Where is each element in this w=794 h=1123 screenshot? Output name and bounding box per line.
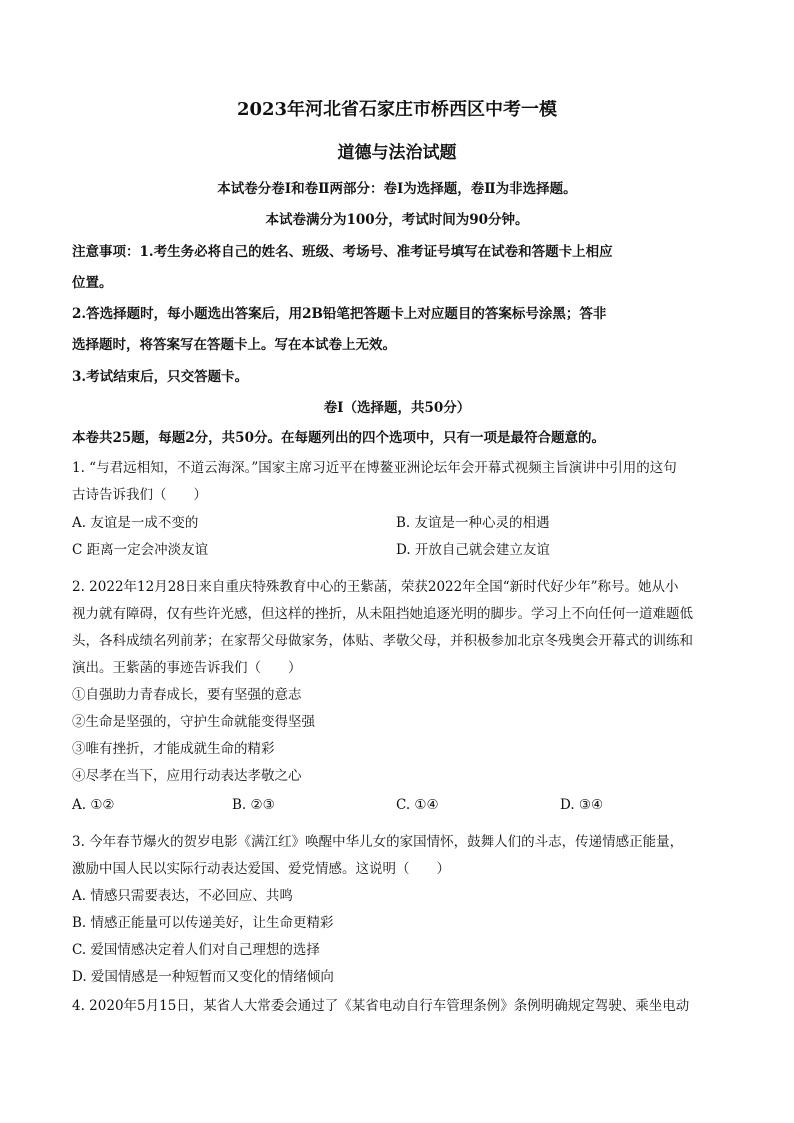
q4-stem-line-1: 4. 2020年5月15日，某省人大常委会通过了《某省电动自行车管理条例》条例明确规定驾驶、乘坐电动 (72, 998, 690, 1014)
q1-stem-line-1: 1. “与君远相知，不道云海深。”国家主席习近平在博鳌亚洲论坛年会开幕式视频主旨演讲中引用的这句 (72, 460, 677, 476)
q2-option-d: D. ③④ (560, 797, 604, 813)
q1-option-a: A. 友谊是一成不变的 (72, 515, 199, 531)
notice-1a: 注意事项：1.考生务必将自己的姓名、班级、考场号、准考证号填写在试卷和答题卡上相应 (72, 244, 613, 260)
q3-stem-line-2: 激励中国人民以实际行动表达爱国、爱党情感。这说明（ ） (72, 861, 450, 877)
q2-stem-line-3: 头，各科成绩名列前茅；在家帮父母做家务，体贴、孝敬父母，并积极参加北京冬残奥会开幕式的训练和 (72, 633, 693, 649)
q2-option-c: C. ①④ (396, 797, 439, 813)
q2-statement-2: ②生命是坚强的，守护生命就能变得坚强 (72, 714, 315, 730)
q2-statement-4: ④尽孝在当下，应用行动表达孝敬之心 (72, 768, 302, 784)
q2-statement-3: ③唯有挫折，才能成就生命的精彩 (72, 741, 275, 757)
q2-option-b: B. ②③ (232, 797, 275, 813)
intro-line-2: 本试卷满分为100分，考试时间为90分钟。 (265, 212, 529, 228)
section-instruction: 本卷共25题，每题2分，共50分。在每题列出的四个选项中，只有一项是最符合题意的。 (72, 430, 605, 446)
q3-option-c: C. 爱国情感决定着人们对自己理想的选择 (72, 942, 320, 958)
notice-3: 3.考试结束后，只交答题卡。 (72, 369, 249, 385)
intro-line-1: 本试卷分卷Ⅰ和卷Ⅱ两部分：卷Ⅰ为选择题，卷Ⅱ为非选择题。 (217, 181, 577, 197)
q2-stem-line-1: 2. 2022年12月28日来自重庆特殊教育中心的王紫菡，荣获2022年全国“新时代好少年”称号。她从小 (72, 579, 679, 595)
q2-statement-1: ①自强助力青春成长，要有坚强的意志 (72, 687, 302, 703)
q2-stem-line-4: 演出。王紫菡的事迹告诉我们（ ） (72, 660, 302, 676)
q2-option-a: A. ①② (72, 797, 115, 813)
q1-option-b: B. 友谊是一种心灵的相遇 (396, 515, 550, 531)
q1-option-d: D. 开放自己就会建立友谊 (396, 542, 550, 558)
q1-stem-line-2: 古诗告诉我们（ ） (72, 487, 207, 503)
q3-option-a: A. 情感只需要表达，不必回应、共鸣 (72, 888, 293, 904)
notice-1b: 位置。 (72, 275, 113, 291)
q3-stem-line-1: 3. 今年春节爆火的贺岁电影《满江红》唤醒中华儿女的家国情怀，鼓舞人们的斗志，传递情感正能量， (72, 834, 684, 850)
exam-title: 2023年河北省石家庄市桥西区中考一模 (236, 100, 558, 120)
section-title: 卷Ⅰ（选择题，共50分） (323, 400, 471, 416)
exam-subtitle: 道德与法治试题 (337, 143, 457, 163)
notice-2b: 选择题时，将答案写在答题卡上。写在本试卷上无效。 (72, 337, 396, 353)
q1-option-c: C 距离一定会冲淡友谊 (72, 542, 209, 558)
q3-option-b: B. 情感正能量可以传递美好，让生命更精彩 (72, 915, 334, 931)
q3-option-d: D. 爱国情感是一种短暂而又变化的情绪倾向 (72, 969, 334, 985)
q2-stem-line-2: 视力就有障碍，仅有些许光感，但这样的挫折，从未阻挡她追逐光明的脚步。学习上不向任何一道难题低 (72, 606, 693, 622)
notice-2a: 2.答选择题时，每小题选出答案后，用2B铅笔把答题卡上对应题目的答案标号涂黑；答非 (72, 306, 607, 322)
